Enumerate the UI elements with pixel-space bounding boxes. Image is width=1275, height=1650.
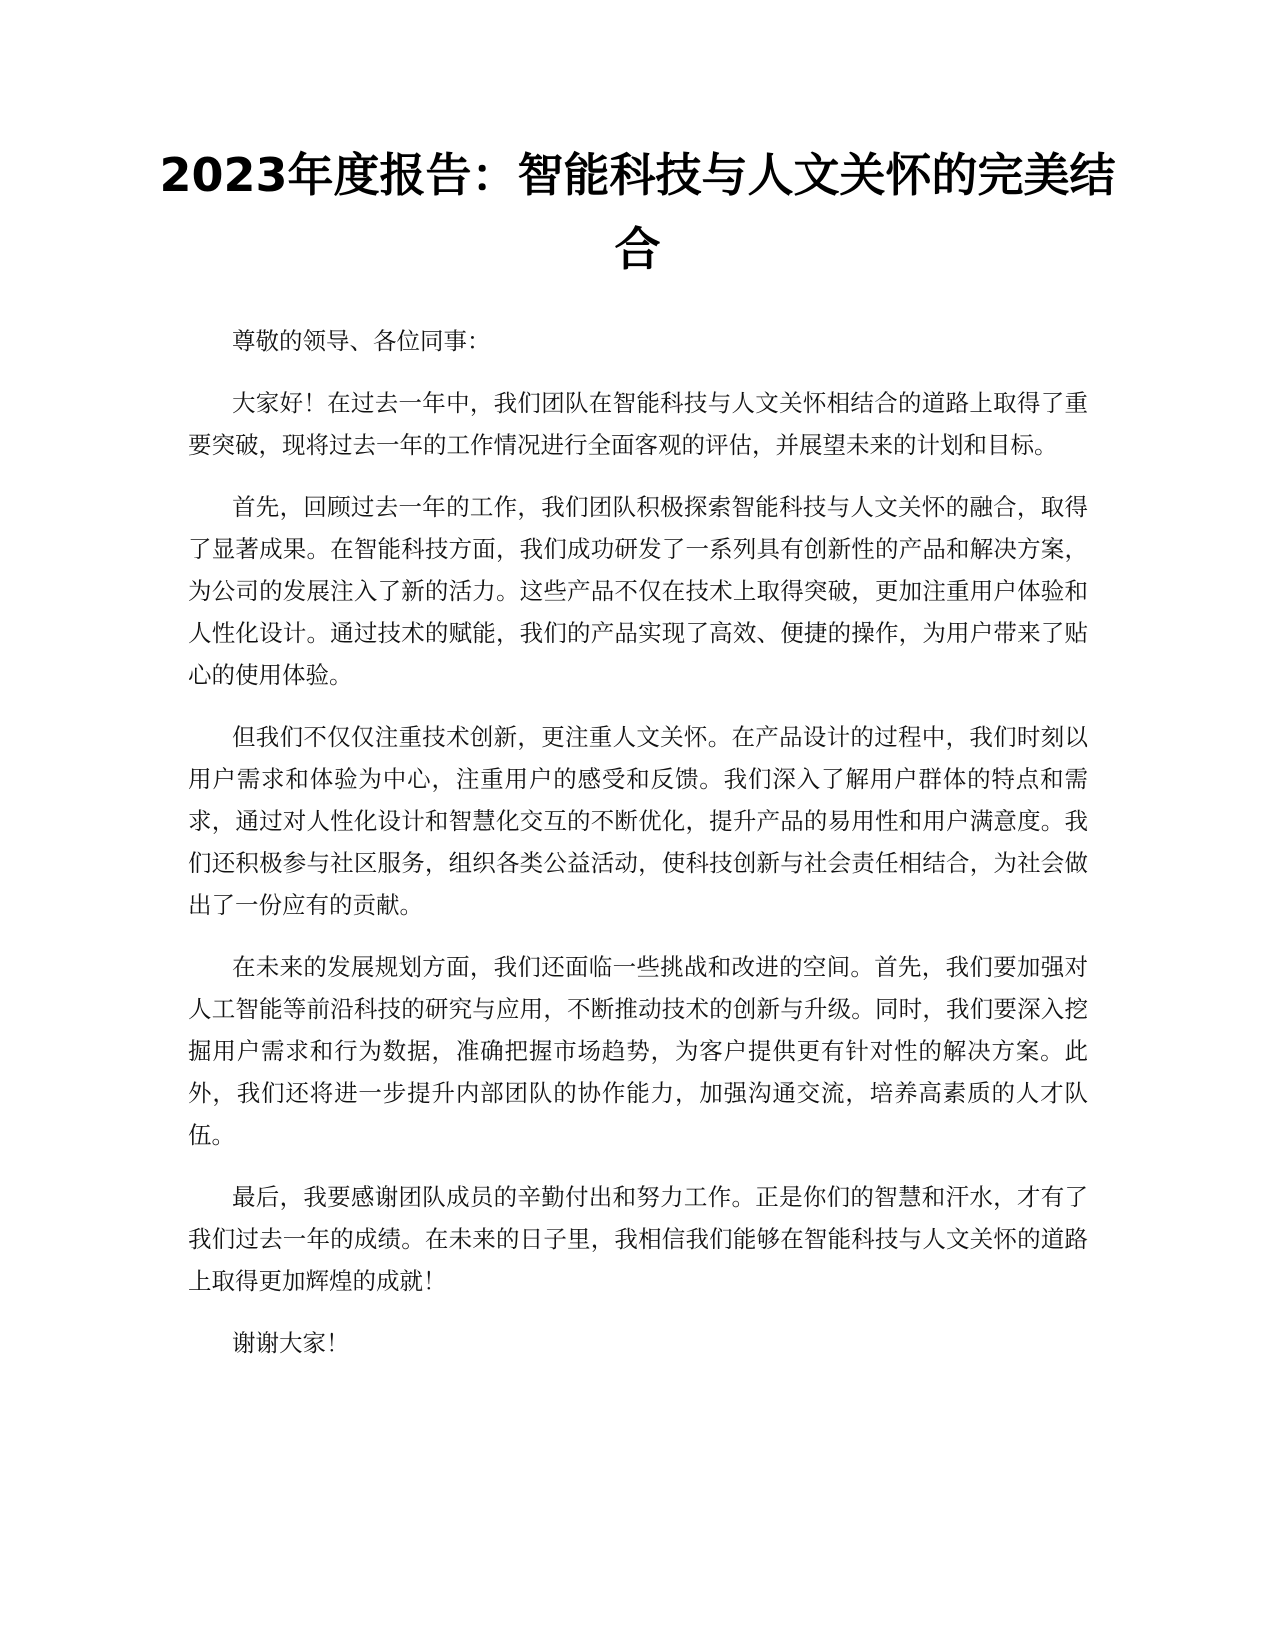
document-body <box>188 320 1088 1384</box>
salutation: 尊敬的领导、各位同事： <box>232 327 491 355</box>
document-title: 2023年度报告：智能科技与人文关怀的完美结合 <box>159 148 1116 276</box>
paragraph-future-plan: 在未来的发展规划方面，我们还面临一些挑战和改进的空间。首先，我们要加强对人工智能等前沿科技的研究与应用，不断推动技术的创新与升级。同时，我们要深入挖掘用户需求和行为数据，准确把握市场趋势，为客户提供更有针对性的解决方案。此外，我们还将进一步提升内部团队的协作能力，加强沟通交流，培养高素质的人才队伍。 <box>188 953 1088 1149</box>
paragraph-thanks: 最后，我要感谢团队成员的辛勤付出和努力工作。正是你们的智慧和汗水，才有了我们过去一年的成绩。在未来的日子里，我相信我们能够在智能科技与人文关怀的道路上取得更加辉煌的成就！ <box>188 1183 1088 1295</box>
closing: 谢谢大家！ <box>232 1329 350 1357</box>
paragraph-greeting: 大家好！在过去一年中，我们团队在智能科技与人文关怀相结合的道路上取得了重要突破，现将过去一年的工作情况进行全面客观的评估，并展望未来的计划和目标。 <box>188 389 1088 459</box>
paragraph-review: 首先，回顾过去一年的工作，我们团队积极探索智能科技与人文关怀的融合，取得了显著成果。在智能科技方面，我们成功研发了一系列具有创新性的产品和解决方案，为公司的发展注入了新的活力。这些产品不仅在技术上取得突破，更加注重用户体验和人性化设计。通过技术的赋能，我们的产品实现了高效、便捷的操作，为用户带来了贴心的使用体验。 <box>188 493 1088 689</box>
paragraph-humanistic-care: 但我们不仅仅注重技术创新，更注重人文关怀。在产品设计的过程中，我们时刻以用户需求和体验为中心，注重用户的感受和反馈。我们深入了解用户群体的特点和需求，通过对人性化设计和智慧化交互的不断优化，提升产品的易用性和用户满意度。我们还积极参与社区服务，组织各类公益活动，使科技创新与社会责任相结合，为社会做出了一份应有的贡献。 <box>188 723 1088 919</box>
